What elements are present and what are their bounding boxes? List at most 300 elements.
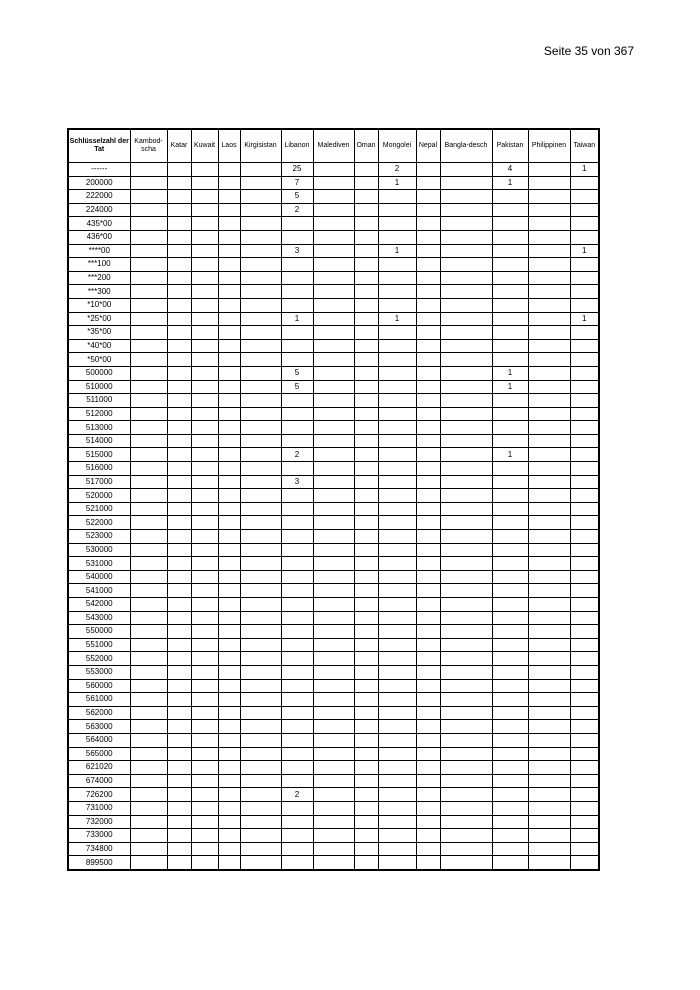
count-cell [416, 217, 440, 231]
count-cell [313, 489, 354, 503]
count-cell [240, 720, 281, 734]
count-cell [440, 801, 492, 815]
count-cell [440, 856, 492, 870]
count-cell [240, 217, 281, 231]
count-cell [528, 747, 570, 761]
count-cell [528, 679, 570, 693]
count-cell [570, 652, 599, 666]
offense-key-cell: 511000 [68, 394, 130, 408]
count-cell [440, 448, 492, 462]
count-cell [440, 176, 492, 190]
count-cell: 1 [378, 244, 416, 258]
count-cell [354, 530, 378, 544]
count-cell [492, 774, 528, 788]
count-cell [167, 584, 191, 598]
count-cell [167, 774, 191, 788]
offense-key-cell: 731000 [68, 801, 130, 815]
count-cell [378, 502, 416, 516]
count-cell [218, 339, 240, 353]
count-cell [354, 625, 378, 639]
count-cell [440, 665, 492, 679]
count-cell [240, 190, 281, 204]
count-cell [440, 733, 492, 747]
count-cell [218, 774, 240, 788]
count-cell [528, 611, 570, 625]
count-cell [191, 625, 218, 639]
count-cell [281, 693, 313, 707]
count-cell [378, 788, 416, 802]
table-row [68, 516, 599, 530]
count-cell [281, 298, 313, 312]
count-cell [218, 448, 240, 462]
count-cell [191, 462, 218, 476]
count-cell [191, 326, 218, 340]
count-cell [167, 489, 191, 503]
table-row [68, 190, 599, 204]
count-cell [313, 625, 354, 639]
count-cell [416, 475, 440, 489]
count-cell [240, 638, 281, 652]
count-cell [281, 271, 313, 285]
count-cell [191, 570, 218, 584]
count-cell [218, 380, 240, 394]
count-cell [191, 230, 218, 244]
count-cell [492, 217, 528, 231]
offense-key-cell: *50*00 [68, 353, 130, 367]
count-cell [570, 298, 599, 312]
count-cell [570, 706, 599, 720]
count-cell [440, 543, 492, 557]
offense-key-cell: 435*00 [68, 217, 130, 231]
count-cell [570, 842, 599, 856]
count-cell [492, 543, 528, 557]
offense-key-cell: *25*00 [68, 312, 130, 326]
count-cell [416, 856, 440, 870]
count-cell [240, 829, 281, 843]
count-cell [492, 475, 528, 489]
count-cell [378, 774, 416, 788]
count-cell [167, 543, 191, 557]
count-cell [167, 761, 191, 775]
table-row [68, 203, 599, 217]
count-cell: 5 [281, 190, 313, 204]
count-cell: 2 [281, 788, 313, 802]
count-cell [240, 421, 281, 435]
count-cell [313, 244, 354, 258]
count-cell [281, 815, 313, 829]
count-cell [130, 312, 167, 326]
count-cell [378, 203, 416, 217]
count-cell [416, 407, 440, 421]
count-cell [191, 475, 218, 489]
count-cell [528, 366, 570, 380]
count-cell [378, 489, 416, 503]
count-cell [218, 489, 240, 503]
count-cell [281, 339, 313, 353]
count-cell [167, 353, 191, 367]
count-cell [416, 720, 440, 734]
count-cell [281, 489, 313, 503]
count-cell [167, 298, 191, 312]
count-cell [191, 380, 218, 394]
count-cell [492, 679, 528, 693]
count-cell [528, 652, 570, 666]
count-cell [130, 298, 167, 312]
count-cell [492, 353, 528, 367]
count-cell [570, 394, 599, 408]
count-cell [492, 856, 528, 870]
count-cell: 2 [281, 203, 313, 217]
count-cell [218, 190, 240, 204]
count-cell [167, 258, 191, 272]
count-cell [281, 516, 313, 530]
count-cell [313, 475, 354, 489]
count-cell [416, 163, 440, 177]
statistics-table [67, 128, 600, 871]
count-cell [492, 434, 528, 448]
count-cell [440, 815, 492, 829]
offense-key-cell: 564000 [68, 733, 130, 747]
count-cell [218, 312, 240, 326]
count-cell [313, 434, 354, 448]
count-cell [416, 421, 440, 435]
count-cell [240, 285, 281, 299]
count-cell [416, 312, 440, 326]
offense-key-cell: 565000 [68, 747, 130, 761]
count-cell [313, 638, 354, 652]
count-cell [528, 584, 570, 598]
table-row [68, 720, 599, 734]
count-cell [281, 421, 313, 435]
count-cell [528, 176, 570, 190]
count-cell [167, 434, 191, 448]
table-row [68, 584, 599, 598]
table-row [68, 434, 599, 448]
count-cell [440, 584, 492, 598]
count-cell [528, 665, 570, 679]
count-cell [218, 366, 240, 380]
table-row [68, 761, 599, 775]
count-cell [313, 557, 354, 571]
count-cell [570, 801, 599, 815]
count-cell [528, 394, 570, 408]
count-cell [416, 815, 440, 829]
count-cell [492, 312, 528, 326]
count-cell [281, 258, 313, 272]
count-cell [528, 557, 570, 571]
count-cell [570, 326, 599, 340]
count-cell [130, 448, 167, 462]
offense-key-cell: *35*00 [68, 326, 130, 340]
offense-key-cell: 520000 [68, 489, 130, 503]
count-cell [313, 733, 354, 747]
count-cell [167, 176, 191, 190]
count-cell [218, 652, 240, 666]
count-cell [240, 747, 281, 761]
count-cell [440, 720, 492, 734]
count-cell [440, 679, 492, 693]
offense-key-cell: 561000 [68, 693, 130, 707]
count-cell [492, 665, 528, 679]
count-cell [354, 203, 378, 217]
count-cell [191, 489, 218, 503]
count-cell [191, 652, 218, 666]
count-cell [492, 815, 528, 829]
count-cell [167, 339, 191, 353]
offense-key-cell: 500000 [68, 366, 130, 380]
count-cell [378, 407, 416, 421]
count-cell [218, 285, 240, 299]
count-cell [130, 353, 167, 367]
count-cell [130, 720, 167, 734]
count-cell: 1 [281, 312, 313, 326]
count-cell [440, 394, 492, 408]
count-cell [130, 584, 167, 598]
count-cell [240, 434, 281, 448]
offense-key-cell: 540000 [68, 570, 130, 584]
table-row [68, 856, 599, 870]
count-cell [416, 326, 440, 340]
count-cell [492, 489, 528, 503]
count-cell [281, 285, 313, 299]
count-cell [416, 788, 440, 802]
count-cell [416, 543, 440, 557]
offense-key-cell: 513000 [68, 421, 130, 435]
count-cell: 7 [281, 176, 313, 190]
count-cell [218, 638, 240, 652]
count-cell [440, 407, 492, 421]
table-row [68, 733, 599, 747]
count-cell [167, 747, 191, 761]
count-cell [378, 665, 416, 679]
count-cell [240, 693, 281, 707]
count-cell [218, 693, 240, 707]
count-cell [492, 298, 528, 312]
count-cell [354, 326, 378, 340]
count-cell: 5 [281, 380, 313, 394]
count-cell [354, 543, 378, 557]
count-cell [416, 557, 440, 571]
count-cell [354, 353, 378, 367]
count-cell [313, 570, 354, 584]
count-cell [281, 733, 313, 747]
count-cell [191, 271, 218, 285]
count-cell [570, 761, 599, 775]
count-cell [313, 502, 354, 516]
count-cell [167, 203, 191, 217]
count-cell: 1 [570, 244, 599, 258]
count-cell [281, 652, 313, 666]
count-cell [240, 679, 281, 693]
count-cell [528, 543, 570, 557]
count-cell [440, 366, 492, 380]
count-cell [570, 203, 599, 217]
count-cell [378, 543, 416, 557]
count-cell [354, 815, 378, 829]
count-cell [313, 611, 354, 625]
count-cell [354, 733, 378, 747]
count-cell [570, 856, 599, 870]
count-cell [240, 489, 281, 503]
count-cell [240, 652, 281, 666]
count-cell [313, 679, 354, 693]
count-cell [281, 829, 313, 843]
table-row [68, 271, 599, 285]
count-cell [354, 434, 378, 448]
count-cell [313, 665, 354, 679]
table-row [68, 163, 599, 177]
count-cell [570, 829, 599, 843]
count-cell [570, 339, 599, 353]
offense-key-cell: 510000 [68, 380, 130, 394]
count-cell [191, 584, 218, 598]
count-cell [528, 801, 570, 815]
count-cell [218, 557, 240, 571]
count-cell [570, 516, 599, 530]
count-cell [416, 584, 440, 598]
count-cell [281, 217, 313, 231]
count-cell [354, 217, 378, 231]
count-cell [130, 380, 167, 394]
count-cell [416, 706, 440, 720]
count-cell [218, 706, 240, 720]
count-cell [218, 815, 240, 829]
offense-key-cell: 563000 [68, 720, 130, 734]
count-cell: 3 [281, 475, 313, 489]
count-cell [354, 829, 378, 843]
count-cell [281, 842, 313, 856]
count-cell [492, 244, 528, 258]
count-cell [440, 434, 492, 448]
count-cell [167, 679, 191, 693]
offense-key-cell: ****00 [68, 244, 130, 258]
count-cell [191, 543, 218, 557]
offense-key-cell: 899500 [68, 856, 130, 870]
count-cell [492, 611, 528, 625]
count-cell: 1 [492, 366, 528, 380]
count-cell [378, 598, 416, 612]
count-cell [313, 706, 354, 720]
count-cell [416, 516, 440, 530]
count-cell [130, 489, 167, 503]
count-cell [378, 448, 416, 462]
column-header: Oman [354, 129, 378, 163]
count-cell [240, 598, 281, 612]
count-cell [440, 788, 492, 802]
count-cell [240, 625, 281, 639]
count-cell [528, 462, 570, 476]
offense-key-cell: ***200 [68, 271, 130, 285]
table-row [68, 652, 599, 666]
count-cell [167, 230, 191, 244]
count-cell [570, 190, 599, 204]
count-cell [218, 665, 240, 679]
offense-key-cell: 733000 [68, 829, 130, 843]
offense-key-cell: ***300 [68, 285, 130, 299]
count-cell [570, 693, 599, 707]
count-cell [313, 176, 354, 190]
count-cell [492, 693, 528, 707]
count-cell [440, 298, 492, 312]
count-cell [416, 652, 440, 666]
table-row [68, 842, 599, 856]
count-cell [218, 326, 240, 340]
count-cell [130, 706, 167, 720]
count-cell [440, 462, 492, 476]
count-cell [240, 801, 281, 815]
count-cell [313, 271, 354, 285]
count-cell [354, 258, 378, 272]
count-cell [378, 298, 416, 312]
count-cell [191, 598, 218, 612]
count-cell [378, 380, 416, 394]
count-cell [528, 489, 570, 503]
count-cell [130, 394, 167, 408]
count-cell [354, 801, 378, 815]
count-cell [416, 434, 440, 448]
count-cell [191, 516, 218, 530]
count-cell [354, 176, 378, 190]
count-cell [191, 244, 218, 258]
count-cell [167, 407, 191, 421]
count-cell [130, 271, 167, 285]
count-cell [570, 788, 599, 802]
count-cell [492, 394, 528, 408]
count-cell [313, 815, 354, 829]
key-column-header: Schlüsselzahl der Tat [68, 129, 130, 163]
count-cell [492, 761, 528, 775]
table-row [68, 407, 599, 421]
offense-key-cell: 551000 [68, 638, 130, 652]
count-cell [378, 285, 416, 299]
count-cell [191, 856, 218, 870]
count-cell [240, 502, 281, 516]
count-cell [281, 326, 313, 340]
count-cell [218, 611, 240, 625]
count-cell [378, 366, 416, 380]
count-cell [492, 842, 528, 856]
count-cell [378, 326, 416, 340]
count-cell [492, 720, 528, 734]
count-cell [191, 747, 218, 761]
count-cell [313, 326, 354, 340]
count-cell [130, 829, 167, 843]
count-cell [130, 761, 167, 775]
count-cell [167, 652, 191, 666]
count-cell [440, 230, 492, 244]
count-cell [313, 530, 354, 544]
count-cell [218, 244, 240, 258]
count-cell [240, 530, 281, 544]
count-cell [313, 584, 354, 598]
count-cell [313, 366, 354, 380]
count-cell [492, 407, 528, 421]
count-cell [281, 353, 313, 367]
count-cell [416, 489, 440, 503]
count-cell [440, 638, 492, 652]
count-cell [354, 611, 378, 625]
count-cell [528, 502, 570, 516]
count-cell: 1 [570, 312, 599, 326]
table-row [68, 693, 599, 707]
count-cell [191, 557, 218, 571]
count-cell [167, 598, 191, 612]
count-cell [191, 611, 218, 625]
table-row [68, 366, 599, 380]
table-row [68, 258, 599, 272]
count-cell [191, 788, 218, 802]
count-cell [492, 584, 528, 598]
